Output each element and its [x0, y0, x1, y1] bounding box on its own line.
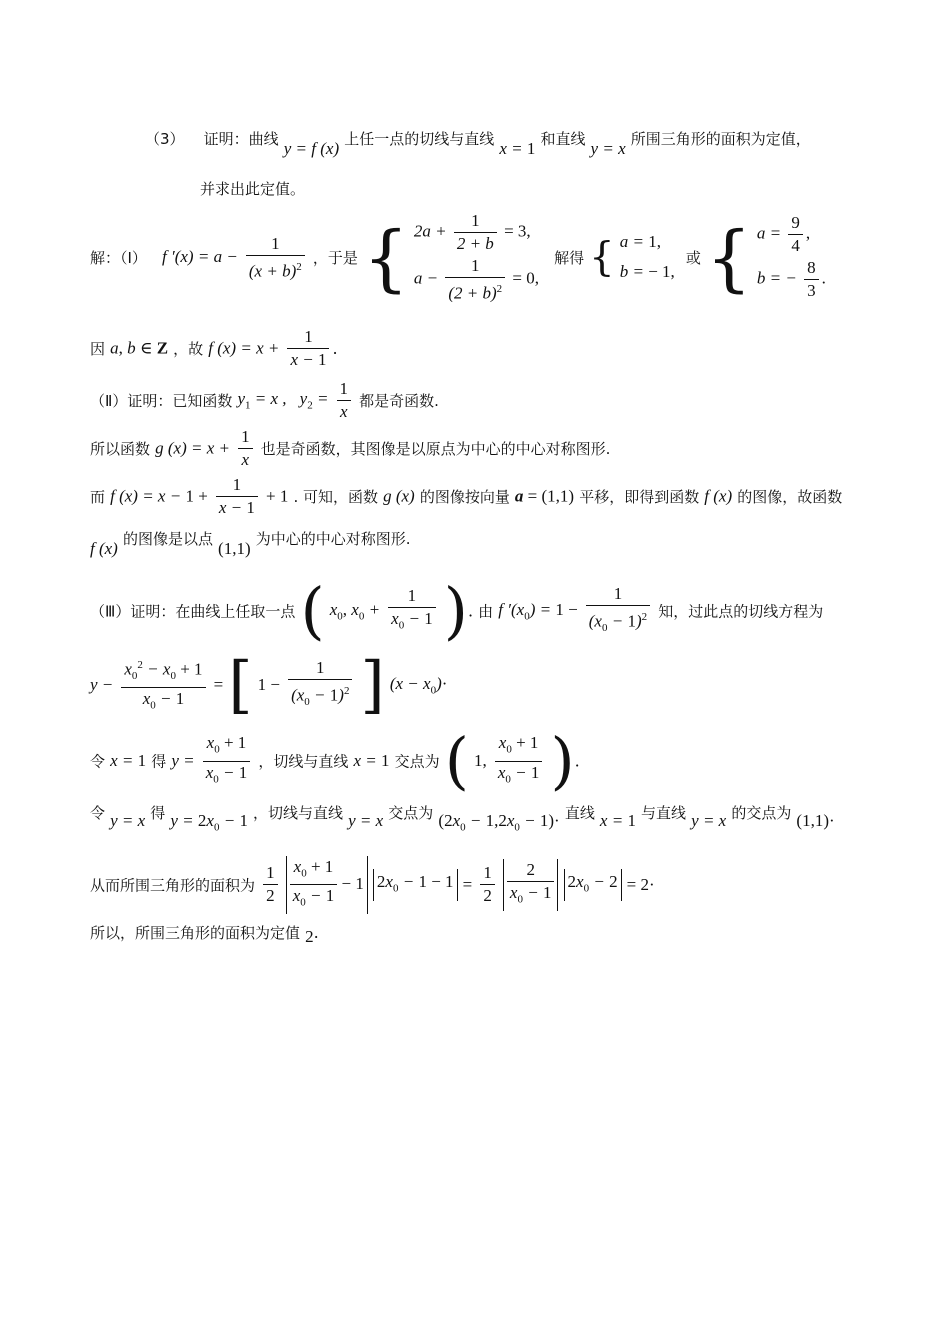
solution-part-1-result: 因 a, b ∈ Z ，故 f (x) = x + $\frac{1}{x - 1}$ . — [90, 327, 338, 369]
solution-part-3-line-4: 令 y = x 得 $y = 2x_0 - 1$ ，切线与直线 y = x 交点为 $(2x_0 - 1,2x_0 - 1)\cdot$ 直线 x = 1 与直线 y = x 的交点为 (1,1)· — [90, 804, 835, 834]
solution-part-2-line-4: f (x) 的图像是以点 (1,1) 为中心的中心对称图形. — [90, 530, 411, 558]
problem-label: （3） — [145, 130, 185, 148]
tangent-equation: y − $\frac{x_0^2 - x_0 + 1}{x_0 - 1}$ = [ 1 − $\frac{1}{(x_0 - 1)^2}$ ] $(x - x_0)\cdot$ — [90, 648, 448, 722]
problem-3-line-2: 并求出此定值。 — [200, 180, 306, 198]
problem-3-line-1: （3） 证明：曲线 y = f (x) 上任一点的切线与直线 x = 1 和直线 y = x 所围三角形的面积为定值， — [145, 130, 811, 158]
solution-part-2-line-2: 所以函数 g (x) = x + $\frac{1}{x}$ 也是奇函数，其图像是以原点为中心的中心对称图形. — [90, 427, 611, 469]
solution-part-3-line-3: 令 x = 1 得 y = $\frac{x_0 + 1}{x_0 - 1}$ ，切线与直线 x = 1 交点为 ( 1, $\frac{x_0 + 1}{x_0 - 1}$ ). — [90, 724, 580, 797]
solution-part-3: （Ⅲ）证明：在曲线上任取一点 ( $x_0$, $x_0$ + $\frac{1}{x_0 - 1}$ ). 由 f $'(x_0) = 1$ − $\frac{1}{(x_0 - 1)^2}$ 知，过此点的切线方程为 — [90, 574, 824, 647]
solution-part-1: 解：（Ⅰ） f ′(x) = a − $\frac{1}{(x + b)^2}$ ，于是 { 2a + $\frac{1}{2 + b}$ = 3, a − $\frac{1}{(2 + b)^2}$ = 0, 解得 { a = 1, b = − 1, 或 { a = $\frac{9}{4}$ , b = − $\frac{8}{3}$ . — [90, 211, 826, 303]
solution-part-2: （Ⅱ）证明：已知函数 $y_1 = x$ , $y_2$ = $\frac{1}{x}$ 都是奇函数. — [90, 379, 439, 421]
conclusion: 所以，所围三角形的面积为定值 2. — [90, 923, 319, 946]
solution-part-2-line-3: 而 f (x) = x − 1 + $\frac{1}{x - 1}$ + 1 . 可知，函数 g (x) 的图像按向量 a = (1,1) 平移，即得到函数 f (x) 的图像，故函数 — [90, 475, 843, 517]
triangle-area: 从而所围三角形的面积为 $\frac{1}{2}$ $\frac{x_0 + 1}{x_0 - 1}$ − 1 $2x_0 - 1 - 1$ = $\frac{1}{2}$ $\frac{2}{x_0 - 1}$ $2x_0 - 2 = 2\cdot$ — [90, 856, 655, 914]
